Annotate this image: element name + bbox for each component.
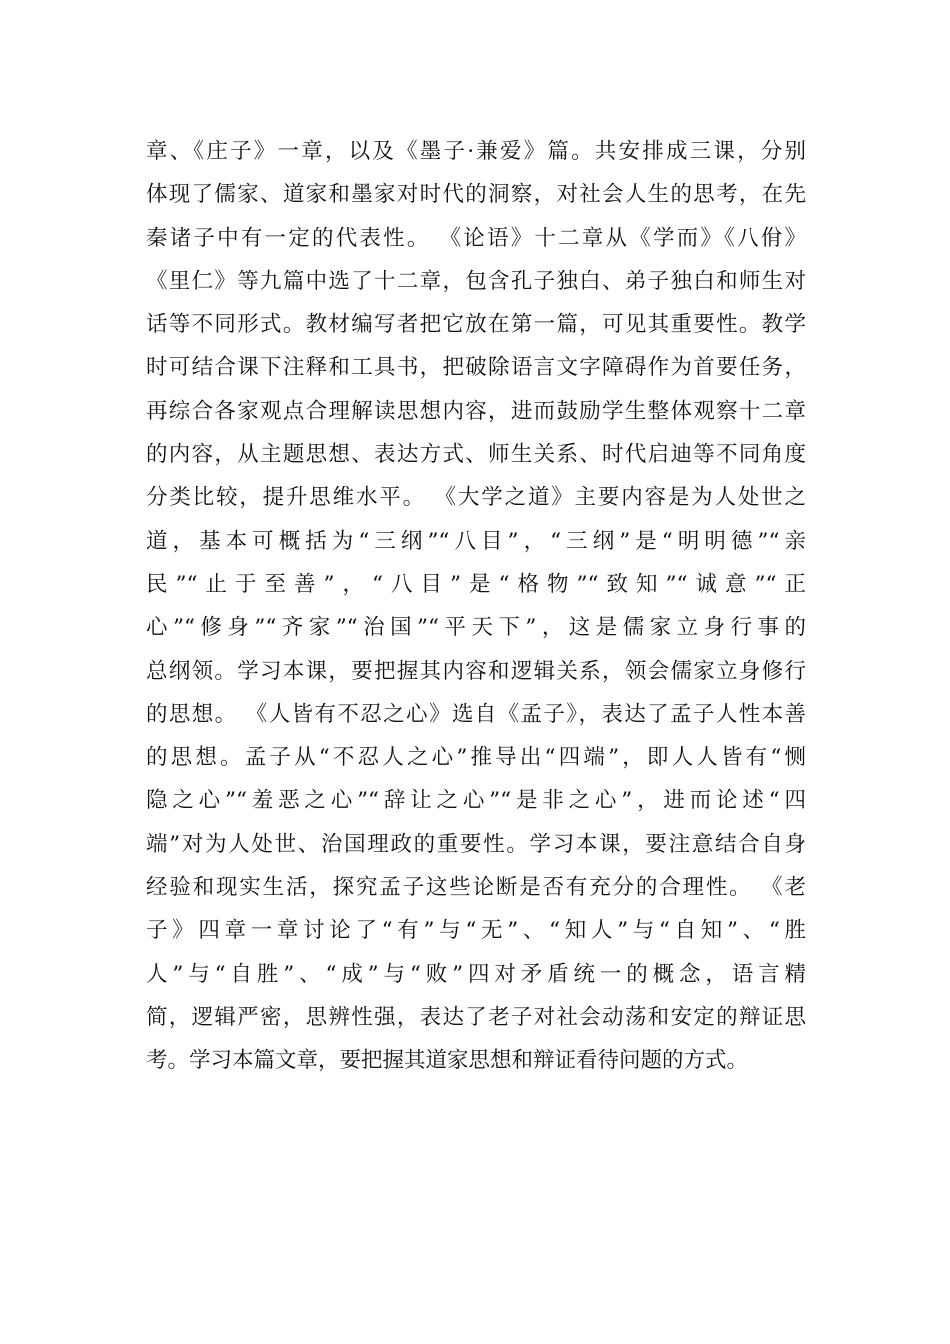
text-line-2: 体现了儒家、道家和墨家对时代的洞察，对社会人生的思考，在先	[146, 182, 806, 208]
text-line-8: 的内容，从主题思想、表达方式、师生关系、时代启迪等不同角度	[146, 442, 806, 468]
text-line-22: 考。学习本篇文章，要把握其道家思想和辩证看待问题的方式。	[146, 1048, 749, 1074]
text-line-10: 道，基本可概括为“三纲”“八目”，“三纲”是“明明德”“亲	[146, 528, 806, 554]
text-line-5: 话等不同形式。教材编写者把它放在第一篇，可见其重要性。教学	[146, 312, 806, 338]
text-line-3: 秦诸子中有一定的代表性。 《论语》十二章从《学而》《八佾》	[146, 225, 806, 251]
text-line-11: 民”“止于至善”，“八目”是“格物”“致知”“诚意”“正	[146, 571, 806, 597]
text-line-18: 经验和现实生活，探究孟子这些论断是否有充分的合理性。 《老	[146, 875, 806, 901]
text-line-21: 简，逻辑严密，思辨性强，表达了老子对社会动荡和安定的辩证思	[146, 1004, 806, 1030]
text-line-13: 总纲领。学习本课，要把握其内容和逻辑关系，领会儒家立身修行	[146, 658, 806, 684]
text-line-4: 《里仁》等九篇中选了十二章，包含孔子独白、弟子独白和师生对	[146, 268, 806, 294]
text-line-7: 再综合各家观点合理解读思想内容，进而鼓励学生整体观察十二章	[146, 398, 806, 424]
text-line-15: 的思想。孟子从“不忍人之心”推导出“四端”，即人人皆有“恻	[146, 745, 806, 771]
text-line-19: 子》四章一章讨论了“有”与“无”、“知人”与“自知”、“胜	[146, 918, 806, 944]
text-line-17: 端”对为人处世、治国理政的重要性。学习本课，要注意结合自身	[146, 831, 806, 857]
text-line-1: 章、《庄子》一章，以及《墨子·兼爱》篇。共安排成三课，分别	[146, 139, 806, 164]
text-line-12: 心”“修身”“齐家”“治国”“平天下”，这是儒家立身行事的	[146, 615, 806, 641]
text-line-14: 的思想。 《人皆有不忍之心》选自《孟子》，表达了孟子人性本善	[146, 701, 806, 727]
text-line-16: 隐之心”“羞恶之心”“辞让之心”“是非之心”，进而论述“四	[146, 788, 806, 814]
body-paragraph	[146, 130, 806, 1083]
text-line-20: 人”与“自胜”、“成”与“败”四对矛盾统一的概念，语言精	[146, 961, 806, 987]
text-line-6: 时可结合课下注释和工具书，把破除语言文字障碍作为首要任务，	[146, 355, 806, 381]
text-line-9: 分类比较，提升思维水平。 《大学之道》主要内容是为人处世之	[146, 485, 806, 511]
